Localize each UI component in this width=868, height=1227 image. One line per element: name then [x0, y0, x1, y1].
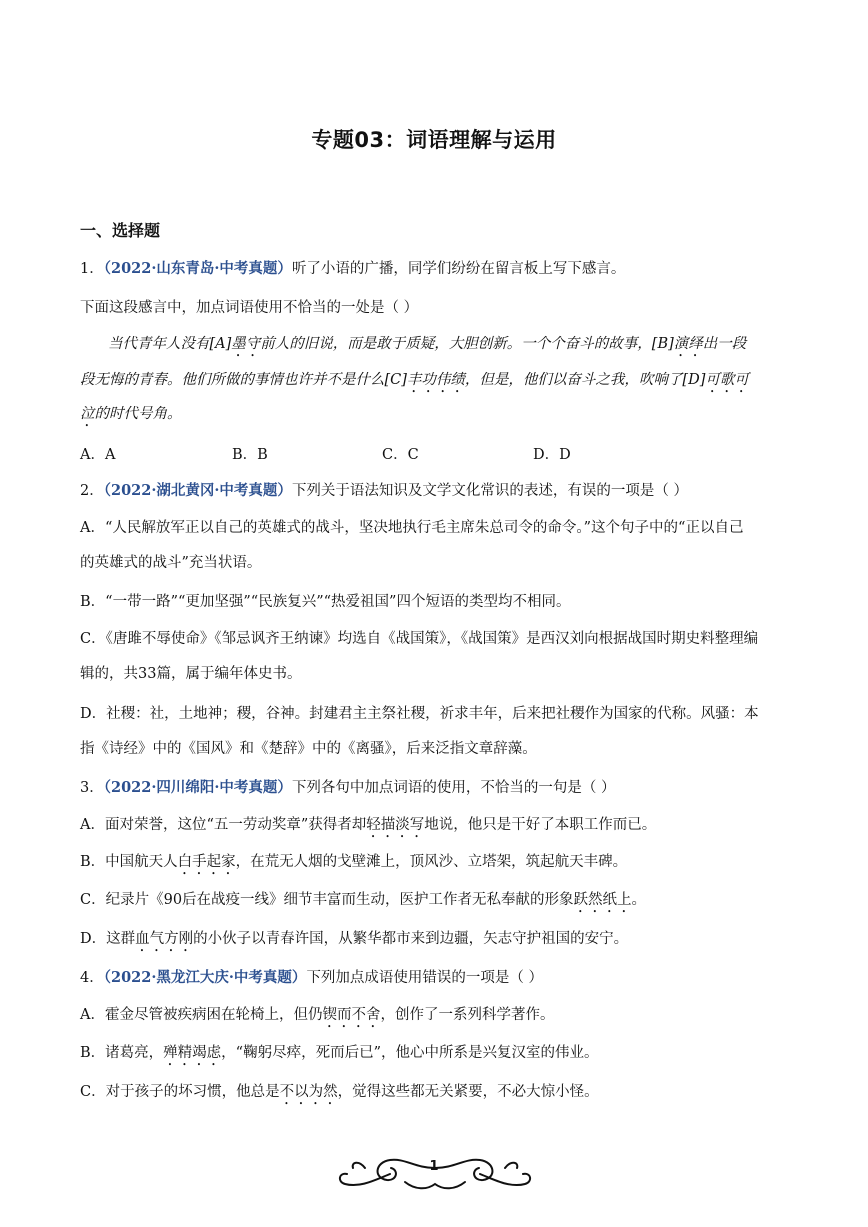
option-b[interactable]: [80, 852, 627, 878]
question-text: 下列加点成语使用错误的一项是（ ）: [306, 970, 544, 986]
option-b[interactable]: B．“一带一路”“更加坚强”“民族复兴”“热爱祖国”四个短语的类型均不相同。: [80, 594, 571, 610]
question-number: 2．: [80, 483, 104, 499]
question-source: （2022·四川绵阳·中考真题）: [103, 779, 292, 796]
question-1-stem: [80, 259, 625, 279]
option-text: A．面对荣誉，这位“五一劳动奖章”获得者却: [80, 817, 367, 833]
option-c-line-2[interactable]: 辑的，共33篇，属于编年体史书。: [80, 666, 302, 682]
question-1-passage-line-2: [80, 370, 749, 396]
option-b[interactable]: B．B: [232, 447, 268, 463]
option-text: 。: [631, 892, 647, 908]
question-1-prompt: 下面这段感言中，加点词语使用不恰当的一处是（ ）: [80, 300, 419, 316]
passage-text: 当代青年人没有[A]: [108, 336, 232, 352]
option-text: B．诸葛亮，: [80, 1045, 164, 1061]
option-text: 的小伙子以青春许国，从繁华都市来到边疆，矢志守护祖国的安宁。: [193, 931, 629, 947]
option-text: ，“鞠躬尽瘁，死而后已”，他心中所系是兴复汉室的伟业。: [221, 1045, 599, 1061]
question-source: （2022·黑龙江大庆·中考真题）: [103, 969, 307, 986]
option-text: A．霍金尽管被疾病困在轮椅上，但仍: [80, 1007, 323, 1023]
question-1-passage-line-1: [108, 334, 746, 360]
dotted-word: 可歌可: [705, 372, 749, 388]
dotted-word: 丰功伟绩: [406, 372, 465, 388]
passage-text: 的时代号角。: [94, 406, 182, 422]
question-text: 听了小语的广播，同学们纷纷在留言板上写下感言。: [291, 261, 626, 277]
question-text: 下列关于语法知识及文学文化常识的表述，有误的一项是（ ）: [291, 483, 689, 499]
dotted-word: 演绎: [673, 336, 703, 352]
option-d-line-2[interactable]: 指《诗经》中的《国风》和《楚辞》中的《离骚》，后来泛指文章辞藻。: [80, 741, 537, 757]
option-a-line-1[interactable]: A．“人民解放军正以自己的英雄式的战斗，坚决地执行毛主席朱总司令的命令。”这个句子中的“正以自己: [80, 520, 744, 536]
option-a[interactable]: A．A: [80, 447, 116, 463]
question-source: （2022·山东青岛·中考真题）: [103, 260, 292, 277]
dotted-word: 跃然纸上: [573, 892, 632, 908]
question-2-stem: [80, 481, 688, 501]
dotted-word: 殚精竭虑: [163, 1045, 222, 1061]
option-c[interactable]: [80, 890, 646, 916]
question-source: （2022·湖北黄冈·中考真题）: [103, 482, 292, 499]
option-c[interactable]: [80, 1082, 599, 1108]
option-text: ，创作了一系列科学著作。: [380, 1007, 555, 1023]
option-text: C．纪录片《90后在战疫一线》细节丰富而生动，医护工作者无私奉献的形象: [80, 892, 574, 908]
dotted-word: 泣: [80, 406, 95, 422]
option-a[interactable]: [80, 815, 656, 841]
question-4-stem: [80, 968, 543, 988]
dotted-word: 不以为然: [279, 1084, 338, 1100]
option-d[interactable]: [80, 929, 628, 955]
passage-text: 出一段: [702, 336, 747, 352]
option-text: D．这群: [80, 931, 136, 947]
page-number: 1: [429, 1159, 439, 1174]
footer-ornament-icon: [335, 1150, 535, 1200]
option-d-line-1[interactable]: D．社稷：社，土地神；稷，谷神。封建君主主祭社稷，祈求丰年，后来把社稷作为国家的代称。风骚：本: [80, 706, 759, 722]
question-number: 1．: [80, 261, 104, 277]
option-a-line-2[interactable]: 的英雄式的战斗”充当状语。: [80, 555, 262, 571]
option-a[interactable]: [80, 1005, 554, 1031]
option-text: ，在荒无人烟的戈壁滩上，顶风沙、立塔架，筑起航天丰碑。: [235, 854, 628, 870]
option-b[interactable]: [80, 1043, 598, 1069]
option-c[interactable]: C．C: [382, 447, 419, 463]
option-text: ，觉得这些都无关紧要，不必大惊小怪。: [337, 1084, 599, 1100]
question-number: 4．: [80, 970, 104, 986]
dotted-word: 墨守: [231, 336, 261, 352]
option-text: C．对于孩子的坏习惯，他总是: [80, 1084, 280, 1100]
passage-text: 前人的旧说，而是敢于质疑，大胆创新。一个个奋斗的故事，[B]: [260, 336, 674, 352]
dotted-word: 锲而不舍: [322, 1007, 381, 1023]
option-text: 地说，他只是干好了本职工作而已。: [424, 817, 657, 833]
option-c-line-1[interactable]: C．《唐雎不辱使命》《邹忌讽齐王纳谏》均选自《战国策》，《战国策》是西汉刘向根据战国时期史料整理编: [80, 631, 759, 647]
option-d[interactable]: D．D: [533, 447, 571, 463]
option-text: B．中国航天人: [80, 854, 178, 870]
passage-text: ，但是，他们以奋斗之我，吹响了[D]: [464, 372, 706, 388]
question-1-passage-line-3: [80, 404, 182, 430]
page-title: 专题03：词语理解与运用: [311, 128, 557, 152]
question-3-stem: [80, 778, 616, 798]
question-number: 3．: [80, 780, 104, 796]
dotted-word: 血气方刚: [135, 931, 194, 947]
dotted-word: 白手起家: [177, 854, 236, 870]
question-text: 下列各句中加点词语的使用，不恰当的一句是（ ）: [291, 780, 616, 796]
passage-text: 段无悔的青春。他们所做的事情也许并不是什么[C]: [80, 372, 407, 388]
dotted-word: 轻描淡写: [366, 817, 425, 833]
section-heading: 一、选择题: [80, 221, 161, 240]
